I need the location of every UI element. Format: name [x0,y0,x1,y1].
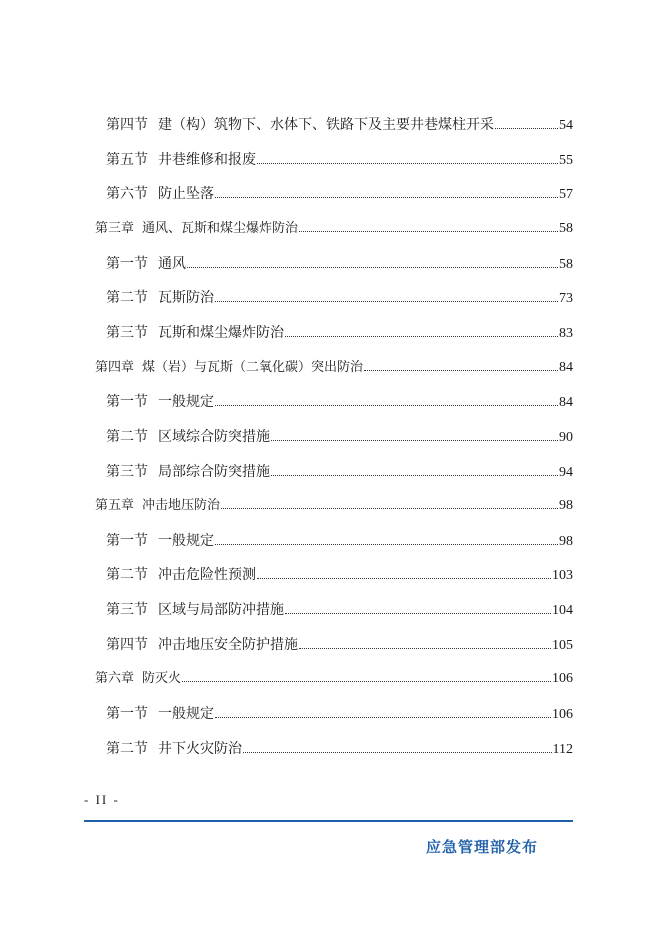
toc-entry-page-number: 112 [552,742,573,757]
toc-entry-label: 第四章 [95,360,135,375]
toc-chapter-entry [95,496,573,516]
toc-entry-page-number: 58 [559,257,573,272]
toc-entry-label: 第三节 [106,464,148,480]
toc-entry-label: 第一节 [106,706,148,722]
toc-section-entry [106,531,573,552]
toc-chapter-entry [95,219,573,239]
toc-entry-page-number: 106 [552,707,573,722]
toc-entry-title: 一般规定 [158,706,214,722]
toc-entry-title: 防止坠落 [158,186,214,202]
toc-entry-label: 第四节 [106,117,148,133]
toc-dot-leader [285,612,551,614]
toc-entry-label: 第一节 [106,394,148,410]
toc-dot-leader [243,751,552,753]
toc-entry-label: 第二节 [106,290,148,306]
toc-entry-label: 第一节 [106,533,148,549]
toc-entry-page-number: 73 [559,291,573,306]
toc-entry-page-number: 84 [559,395,573,410]
toc-dot-leader [495,127,558,129]
toc-dot-leader [285,335,558,337]
toc-dot-leader [182,680,551,682]
toc-section-entry [106,427,573,448]
toc-chapter-entry [95,669,573,689]
toc-dot-leader [215,543,558,545]
toc-entry-page-number: 105 [552,638,573,653]
toc-entry-page-number: 98 [559,534,573,549]
toc-section-entry [106,184,573,205]
toc-entry-title: 一般规定 [158,533,214,549]
toc-entry-page-number: 90 [559,430,573,445]
toc-dot-leader [215,404,558,406]
toc-section-entry [106,704,573,725]
toc-entry-title: 冲击危险性预测 [158,567,256,583]
toc-entry-title: 井下火灾防治 [158,741,242,757]
toc-entry-label: 第二节 [106,429,148,445]
footer-divider [84,820,573,822]
toc-entry-page-number: 58 [559,221,573,236]
toc-entry-title: 通风 [158,256,186,272]
toc-entry-label: 第二节 [106,741,148,757]
toc-entry-label: 第二节 [106,567,148,583]
toc-entry-label: 第三节 [106,602,148,618]
toc-entry-title: 一般规定 [158,394,214,410]
toc-entry-label: 第五节 [106,152,148,168]
toc-section-entry [106,739,573,760]
toc-chapter-entry [95,358,573,378]
toc-section-entry [106,115,573,136]
toc-entry-page-number: 98 [559,498,573,513]
toc-section-entry [106,565,573,586]
toc-dot-leader [187,266,558,268]
toc-section-entry [106,635,573,656]
toc-entry-page-number: 54 [559,118,573,133]
toc-dot-leader [257,577,551,579]
toc-dot-leader [364,369,558,371]
toc-entry-label: 第一节 [106,256,148,272]
toc-entry-title: 瓦斯防治 [158,290,214,306]
toc-entry-label: 第五章 [95,498,135,513]
toc-entry-title: 区域与局部防冲措施 [158,602,284,618]
toc-entry-title: 冲击地压安全防护措施 [158,637,298,653]
publisher-label: 应急管理部发布 [426,838,539,856]
toc-entry-page-number: 57 [559,187,573,202]
toc-entry-title: 通风、瓦斯和煤尘爆炸防治 [142,221,299,236]
toc-entry-label: 第四节 [106,637,148,653]
toc-entry-label: 第三节 [106,325,148,341]
toc-entry-title: 局部综合防突措施 [158,464,270,480]
toc-entry-page-number: 103 [552,568,573,583]
toc-dot-leader [271,474,558,476]
toc-section-entry [106,323,573,344]
toc-dot-leader [299,647,551,649]
toc-section-entry [106,462,573,483]
toc-dot-leader [215,716,551,718]
toc-entry-title: 冲击地压防治 [142,498,221,513]
toc-entry-title: 井巷维修和报废 [158,152,256,168]
toc-section-entry [106,254,573,275]
toc-dot-leader [257,162,558,164]
toc-entry-page-number: 104 [552,603,573,618]
toc-entry-title: 防灭火 [142,671,182,686]
toc-entry-page-number: 106 [552,671,573,686]
toc-dot-leader [221,507,558,509]
toc-section-entry [106,288,573,309]
toc-entry-page-number: 84 [559,360,573,375]
toc-dot-leader [271,439,558,441]
toc-entry-label: 第六章 [95,671,135,686]
toc-section-entry [106,392,573,413]
toc-section-entry [106,600,573,621]
toc-entry-label: 第三章 [95,221,135,236]
toc-entry-page-number: 83 [559,326,573,341]
toc-entry-title: 瓦斯和煤尘爆炸防治 [158,325,284,341]
toc-entry-page-number: 55 [559,153,573,168]
toc-dot-leader [215,196,558,198]
toc-entry-title: 区域综合防突措施 [158,429,270,445]
toc-entry-label: 第六节 [106,186,148,202]
toc-entry-page-number: 94 [559,465,573,480]
toc-entry-title: 建（构）筑物下、水体下、铁路下及主要井巷煤柱开采 [158,117,494,133]
toc-dot-leader [299,230,558,232]
toc-dot-leader [215,300,558,302]
page-number: - II - [84,792,120,807]
toc-entry-title: 煤（岩）与瓦斯（二氧化碳）突出防治 [142,360,364,375]
toc-section-entry [106,150,573,171]
